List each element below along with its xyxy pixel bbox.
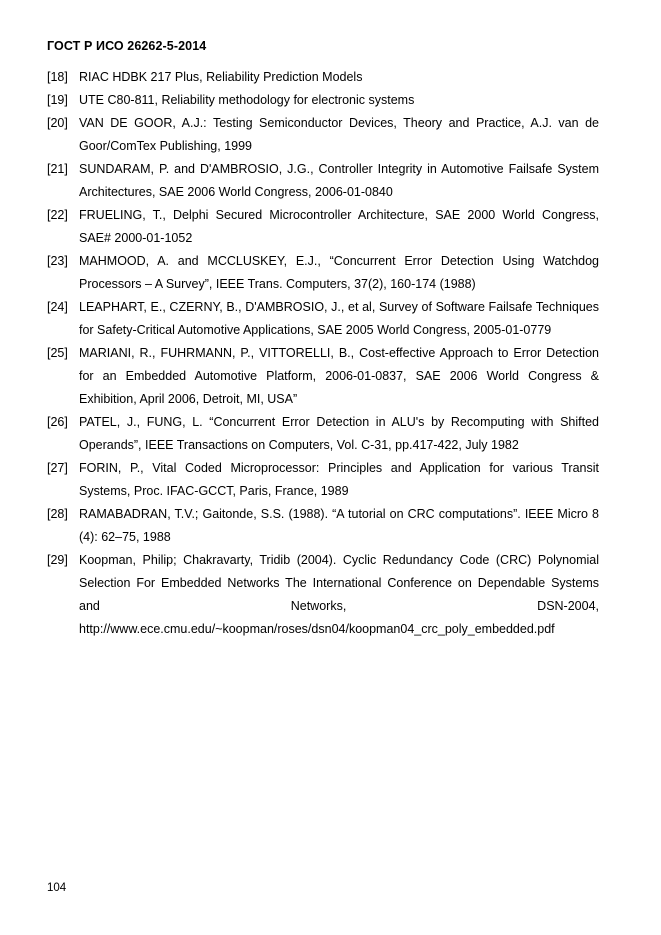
- reference-text: VAN DE GOOR, A.J.: Testing Semiconductor Devices, Theory and Practice, A.J. van de Goor/ComTex Publishing, 1999: [79, 116, 599, 153]
- reference-number: [23]: [47, 254, 68, 268]
- reference-text: MAHMOOD, A. and MCCLUSKEY, E.J., “Concurrent Error Detection Using Watchdog Processors – A Survey”, IEEE Trans. Computers, 37(2), 160-174 (1988): [79, 254, 599, 291]
- reference-item: [47, 411, 599, 457]
- reference-number: [29]: [47, 553, 68, 567]
- document-header: ГОСТ Р ИСО 26262-5-2014: [47, 39, 207, 53]
- reference-item: [47, 549, 599, 641]
- reference-number: [28]: [47, 507, 68, 521]
- reference-text: UTE C80-811, Reliability methodology for electronic systems: [79, 93, 415, 107]
- reference-item: [47, 158, 599, 204]
- reference-item: [47, 204, 599, 250]
- reference-item: [47, 66, 599, 89]
- reference-text: MARIANI, R., FUHRMANN, P., VITTORELLI, B., Cost-effective Approach to Error Detection for an Embedded Automotive Platform, 2006-01-0837, SAE 2006 World Congress & Exhibition, April 2006, Detroit, MI, USA”: [79, 346, 599, 406]
- reference-text: LEAPHART, E., CZERNY, B., D'AMBROSIO, J., et al, Survey of Software Failsafe Techniques for Safety-Critical Automotive Applications, SAE 2005 World Congress, 2005-01-0779: [79, 300, 599, 337]
- reference-text: RIAC HDBK 217 Plus, Reliability Prediction Models: [79, 70, 363, 84]
- reference-number: [18]: [47, 70, 68, 84]
- reference-number: [27]: [47, 461, 68, 475]
- reference-list: [47, 66, 599, 641]
- reference-text: RAMABADRAN, T.V.; Gaitonde, S.S. (1988). “A tutorial on CRC computations”. IEEE Micro 8 (4): 62–75, 1988: [79, 507, 599, 544]
- reference-text: Koopman, Philip; Chakravarty, Tridib (2004). Cyclic Redundancy Code (CRC) Polynomial Selection For Embedded Networks The International Conference on Dependable Systems and Networks, DSN-2004, http://www.ece.cmu.edu/~koopman/roses/dsn04/koopman04_crc_poly_embedded.pdf: [79, 553, 599, 636]
- reference-number: [26]: [47, 415, 68, 429]
- reference-item: [47, 112, 599, 158]
- reference-number: [20]: [47, 116, 68, 130]
- reference-number: [19]: [47, 93, 68, 107]
- reference-number: [24]: [47, 300, 68, 314]
- reference-item: [47, 457, 599, 503]
- reference-text: PATEL, J., FUNG, L. “Concurrent Error Detection in ALU's by Recomputing with Shifted Operands”, IEEE Transactions on Computers, Vol. C-31, pp.417-422, July 1982: [79, 415, 599, 452]
- reference-item: [47, 503, 599, 549]
- reference-number: [22]: [47, 208, 68, 222]
- reference-item: [47, 250, 599, 296]
- reference-item: [47, 342, 599, 411]
- reference-item: [47, 296, 599, 342]
- reference-text: FORIN, P., Vital Coded Microprocessor: Principles and Application for various Transit Systems, Proc. IFAC-GCCT, Paris, France, 1989: [79, 461, 599, 498]
- reference-text: FRUELING, T., Delphi Secured Microcontroller Architecture, SAE 2000 World Congress, SAE# 2000-01-1052: [79, 208, 599, 245]
- reference-text: SUNDARAM, P. and D'AMBROSIO, J.G., Controller Integrity in Automotive Failsafe System Architectures, SAE 2006 World Congress, 2006-01-0840: [79, 162, 599, 199]
- reference-number: [25]: [47, 346, 68, 360]
- page-number: 104: [47, 882, 67, 894]
- reference-item: [47, 89, 599, 112]
- reference-number: [21]: [47, 162, 68, 176]
